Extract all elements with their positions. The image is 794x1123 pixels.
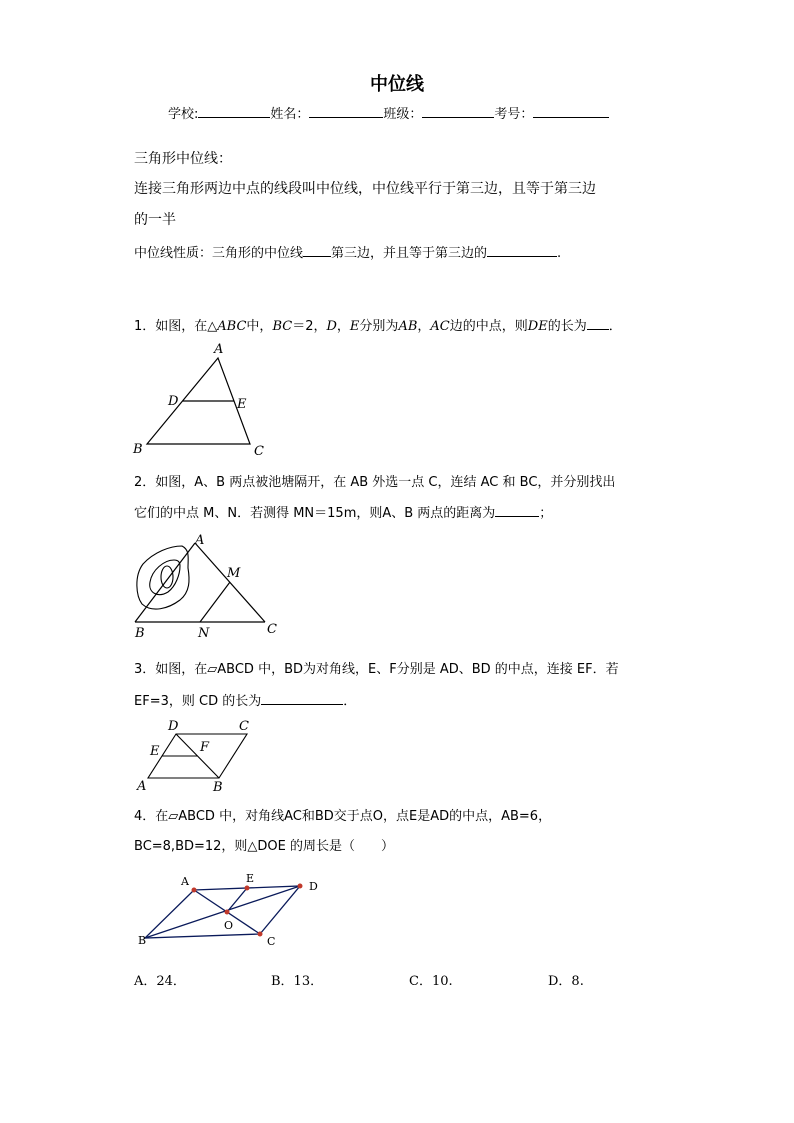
q2-segment-ab — [135, 543, 195, 622]
intro-heading: 三角形中位线： — [134, 151, 232, 167]
q1-text: 1．如图，在△ — [134, 319, 218, 334]
q4-label-e: E — [246, 872, 255, 885]
q2-label-c: C — [267, 622, 277, 637]
q1-answer-blank — [587, 316, 609, 330]
q2-answer-blank — [495, 503, 539, 517]
q1-label-b: B — [133, 442, 143, 457]
q1-label-d: D — [168, 394, 179, 409]
q4-point-a — [192, 888, 197, 893]
q1-text: ＝2， — [292, 319, 327, 334]
q1-bc: BC — [272, 319, 293, 334]
name-blank — [309, 104, 383, 118]
q3-label-a: A — [137, 779, 147, 794]
class-label: 班级： — [383, 107, 423, 122]
q1-ac: AC — [430, 319, 450, 334]
exam-no-blank — [533, 104, 609, 118]
q3-label-c: C — [239, 719, 249, 734]
q3-label-f: F — [200, 740, 210, 755]
q4-point-c — [258, 932, 263, 937]
question-3-line-2 — [134, 690, 356, 709]
q3-figure — [133, 716, 263, 796]
q4-label-d: D — [309, 880, 318, 893]
q2-label-m: M — [227, 566, 241, 581]
q1-d: D — [326, 319, 337, 334]
q4-point-o — [225, 910, 230, 915]
q4-label-b: B — [138, 934, 147, 947]
q2-text: 它们的中点 M、N．若测得 MN＝15m，则A、B 两点的距离为 — [134, 506, 496, 521]
q1-label-a: A — [214, 342, 224, 357]
property-end: . — [557, 246, 562, 261]
class-blank — [422, 104, 494, 118]
property-line — [134, 242, 561, 261]
q2-text: ； — [539, 506, 553, 521]
question-4-line-2: BC=8,BD=12，则△DOE 的周长是（ ） — [134, 839, 395, 854]
q4-segment-oe — [227, 888, 247, 912]
q3-label-b: B — [213, 780, 223, 795]
property-blank-2 — [487, 243, 557, 257]
q1-de: DE — [527, 319, 548, 334]
q1-abc: ABC — [217, 319, 247, 334]
exam-no-label: 考号： — [494, 107, 534, 122]
question-3-line-1: 3．如图，在▱ABCD 中，BD为对角线，E、F分别是 AD、BD 的中点，连接 EF．若 — [134, 662, 619, 677]
definition-line-1: 连接三角形两边中点的线段叫中位线，中位线平行于第三边，且等于第三边 — [134, 181, 596, 197]
q4-label-a: A — [181, 875, 189, 888]
property-blank-1 — [303, 243, 331, 257]
question-2-line-1: 2．如图，A、B 两点被池塘隔开，在 AB 外选一点 C，连结 AC 和 BC，并分别找出 — [134, 475, 616, 490]
q4-label-o: O — [224, 919, 234, 932]
q3-text: ． — [343, 694, 357, 709]
q3-text: EF=3，则 CD 的长为 — [134, 694, 262, 709]
q1-label-c: C — [254, 444, 264, 459]
q4-point-e — [245, 886, 250, 891]
q1-text: 边的中点，则 — [449, 319, 528, 334]
q4-figure — [130, 868, 330, 948]
school-blank — [198, 104, 270, 118]
definition-line-2: 的一半 — [134, 212, 176, 228]
q4-point-d — [298, 884, 303, 889]
q1-text: ． — [608, 319, 622, 334]
q4-diagonal-bd — [145, 886, 300, 938]
q1-e: E — [349, 319, 360, 334]
question-1 — [134, 315, 622, 334]
option-d[interactable]: D．8. — [548, 974, 584, 989]
option-c[interactable]: C．10. — [409, 974, 453, 989]
q1-figure — [130, 338, 280, 463]
q3-answer-blank — [261, 691, 343, 705]
property-text-b: 第三边，并且等于第三边的 — [331, 246, 488, 261]
pond-outer-outline — [137, 546, 189, 609]
q1-text: 中， — [246, 319, 273, 334]
q4-label-c: C — [267, 935, 276, 948]
q2-label-b: B — [135, 626, 145, 641]
q1-text: 的长为 — [547, 319, 587, 334]
question-2-line-2 — [134, 502, 552, 521]
q2-label-n: N — [198, 626, 210, 641]
school-label: 学校: — [168, 107, 199, 122]
q3-label-e: E — [150, 744, 160, 759]
question-4-line-1: 4．在▱ABCD 中，对角线AC和BD交于点O，点E是AD的中点，AB=6， — [134, 809, 552, 824]
name-label: 姓名： — [270, 107, 310, 122]
pond-middle-outline — [150, 560, 180, 595]
q2-segment-mn — [200, 582, 230, 622]
q1-ab: AB — [398, 319, 418, 334]
q2-figure — [130, 530, 290, 645]
q1-text: ， — [417, 319, 431, 334]
q1-text: ， — [336, 319, 350, 334]
property-text-a: 中位线性质：三角形的中位线 — [134, 246, 304, 261]
student-info-line — [168, 103, 609, 122]
page-title: 中位线 — [370, 74, 424, 95]
q1-label-e: E — [237, 397, 247, 412]
option-a[interactable]: A．24． — [134, 974, 186, 989]
q2-label-a: A — [195, 533, 205, 548]
q1-text: 分别为 — [359, 319, 399, 334]
q3-label-d: D — [168, 719, 179, 734]
option-b[interactable]: B．13． — [271, 974, 324, 989]
